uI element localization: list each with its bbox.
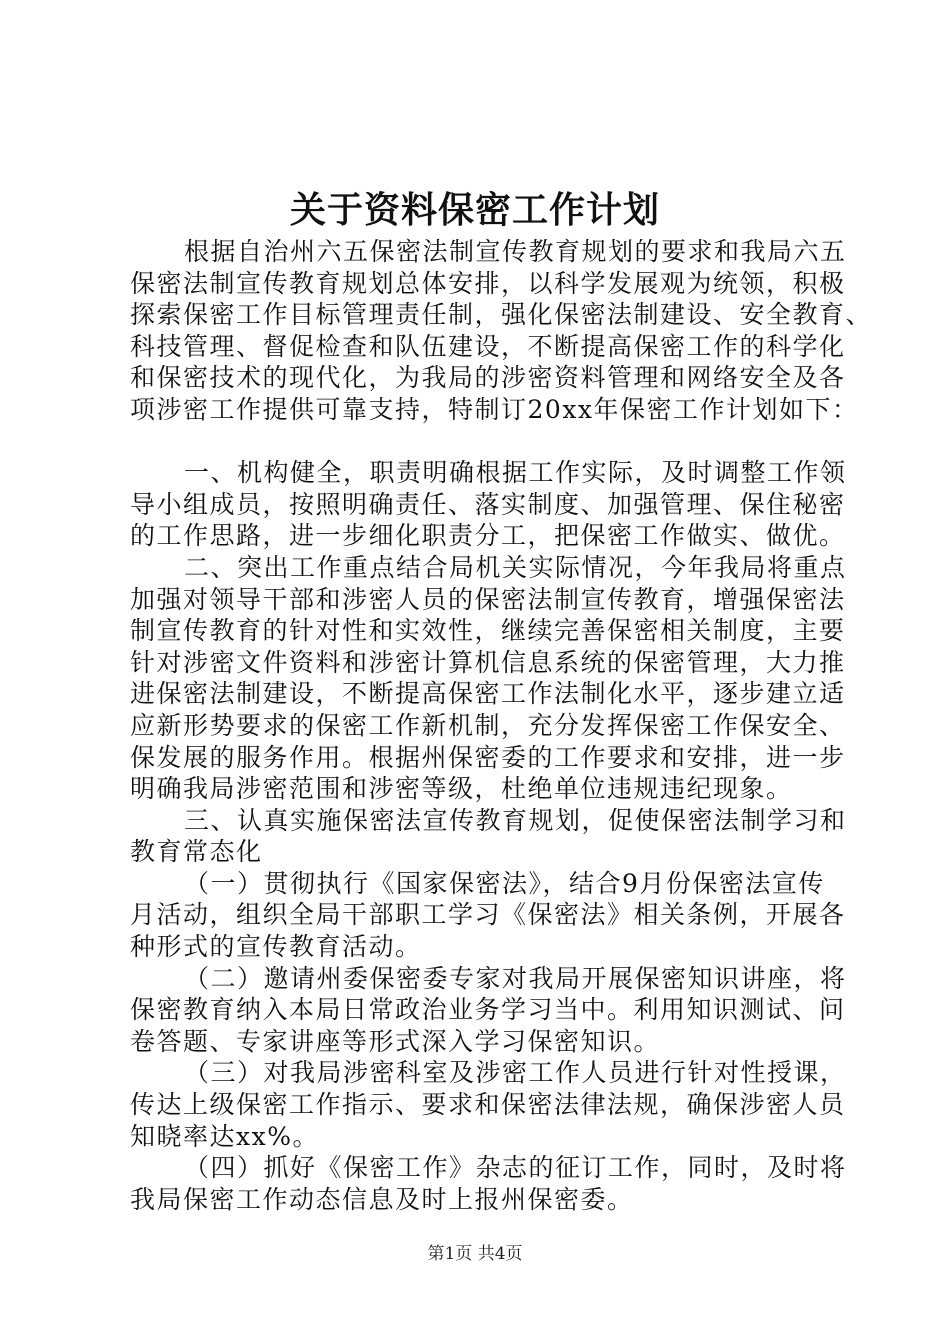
paragraph-line: 项涉密工作提供可靠支持，特制订20xx年保密工作计划如下：	[130, 394, 859, 424]
page-footer: 第1页 共4页	[427, 1244, 523, 1264]
paragraph-line: 一、机构健全，职责明确根据工作实际，及时调整工作领	[184, 458, 847, 488]
paragraph-line: 教育常态化	[130, 837, 263, 867]
paragraph-line: 加强对领导干部和涉密人员的保密法制宣传教育，增强保密法	[130, 584, 846, 614]
paragraph-line: 我局保密工作动态信息及时上报州保密委。	[130, 1184, 634, 1214]
paragraph-line: 知晓率达xx%。	[130, 1121, 319, 1151]
paragraph-line: 保密教育纳入本局日常政治业务学习当中。利用知识测试、问	[130, 995, 846, 1025]
paragraph-line: 保密法制宣传教育规划总体安排，以科学发展观为统领，积极	[130, 268, 846, 298]
paragraph-line: 应新形势要求的保密工作新机制，充分发挥保密工作保安全、	[130, 710, 846, 740]
paragraph-line: 明确我局涉密范围和涉密等级，杜绝单位违规违纪现象。	[130, 774, 793, 804]
document-title: 关于资料保密工作计划	[289, 189, 660, 231]
paragraph-line: 制宣传教育的针对性和实效性，继续完善保密相关制度，主要	[130, 616, 846, 646]
paragraph-line: 进保密法制建设，不断提高保密工作法制化水平，逐步建立适	[130, 679, 846, 709]
document-body	[130, 236, 873, 1215]
paragraph-line: 三、认真实施保密法宣传教育规划，促使保密法制学习和	[184, 805, 847, 835]
paragraph-line: （一）贯彻执行《国家保密法》，结合9月份保密法宣传	[184, 868, 825, 898]
paragraph-line: （三）对我局涉密科室及涉密工作人员进行针对性授课，	[184, 1058, 847, 1088]
paragraph-line: 的工作思路，进一步细化职责分工，把保密工作做实、做优。	[130, 521, 846, 551]
paragraph-gap	[130, 426, 840, 458]
paragraph-line: （二）邀请州委保密委专家对我局开展保密知识讲座，将	[184, 963, 847, 993]
paragraph-line: 和保密技术的现代化，为我局的涉密资料管理和网络安全及各	[130, 363, 846, 393]
paragraph-line: （四）抓好《保密工作》杂志的征订工作，同时，及时将	[184, 1153, 847, 1183]
paragraph-line: 传达上级保密工作指示、要求和保密法律法规，确保涉密人员	[130, 1090, 846, 1120]
paragraph-line: 探索保密工作目标管理责任制，强化保密法制建设、安全教育、	[130, 300, 873, 330]
paragraph-line: 保发展的服务作用。根据州保密委的工作要求和安排，进一步	[130, 742, 846, 772]
paragraph-line: 二、突出工作重点结合局机关实际情况，今年我局将重点	[184, 552, 847, 582]
paragraph-line: 种形式的宣传教育活动。	[130, 932, 422, 962]
paragraph-line: 针对涉密文件资料和涉密计算机信息系统的保密管理，大力推	[130, 647, 846, 677]
paragraph-line: 导小组成员，按照明确责任、落实制度、加强管理、保住秘密	[130, 489, 846, 519]
paragraph-line: 卷答题、专家讲座等形式深入学习保密知识。	[130, 1026, 661, 1056]
paragraph-line: 根据自治州六五保密法制宣传教育规划的要求和我局六五	[184, 237, 847, 266]
paragraph-line: 科技管理、督促检查和队伍建设，不断提高保密工作的科学化	[130, 331, 846, 361]
paragraph-line: 月活动，组织全局干部职工学习《保密法》相关条例，开展各	[130, 900, 846, 930]
